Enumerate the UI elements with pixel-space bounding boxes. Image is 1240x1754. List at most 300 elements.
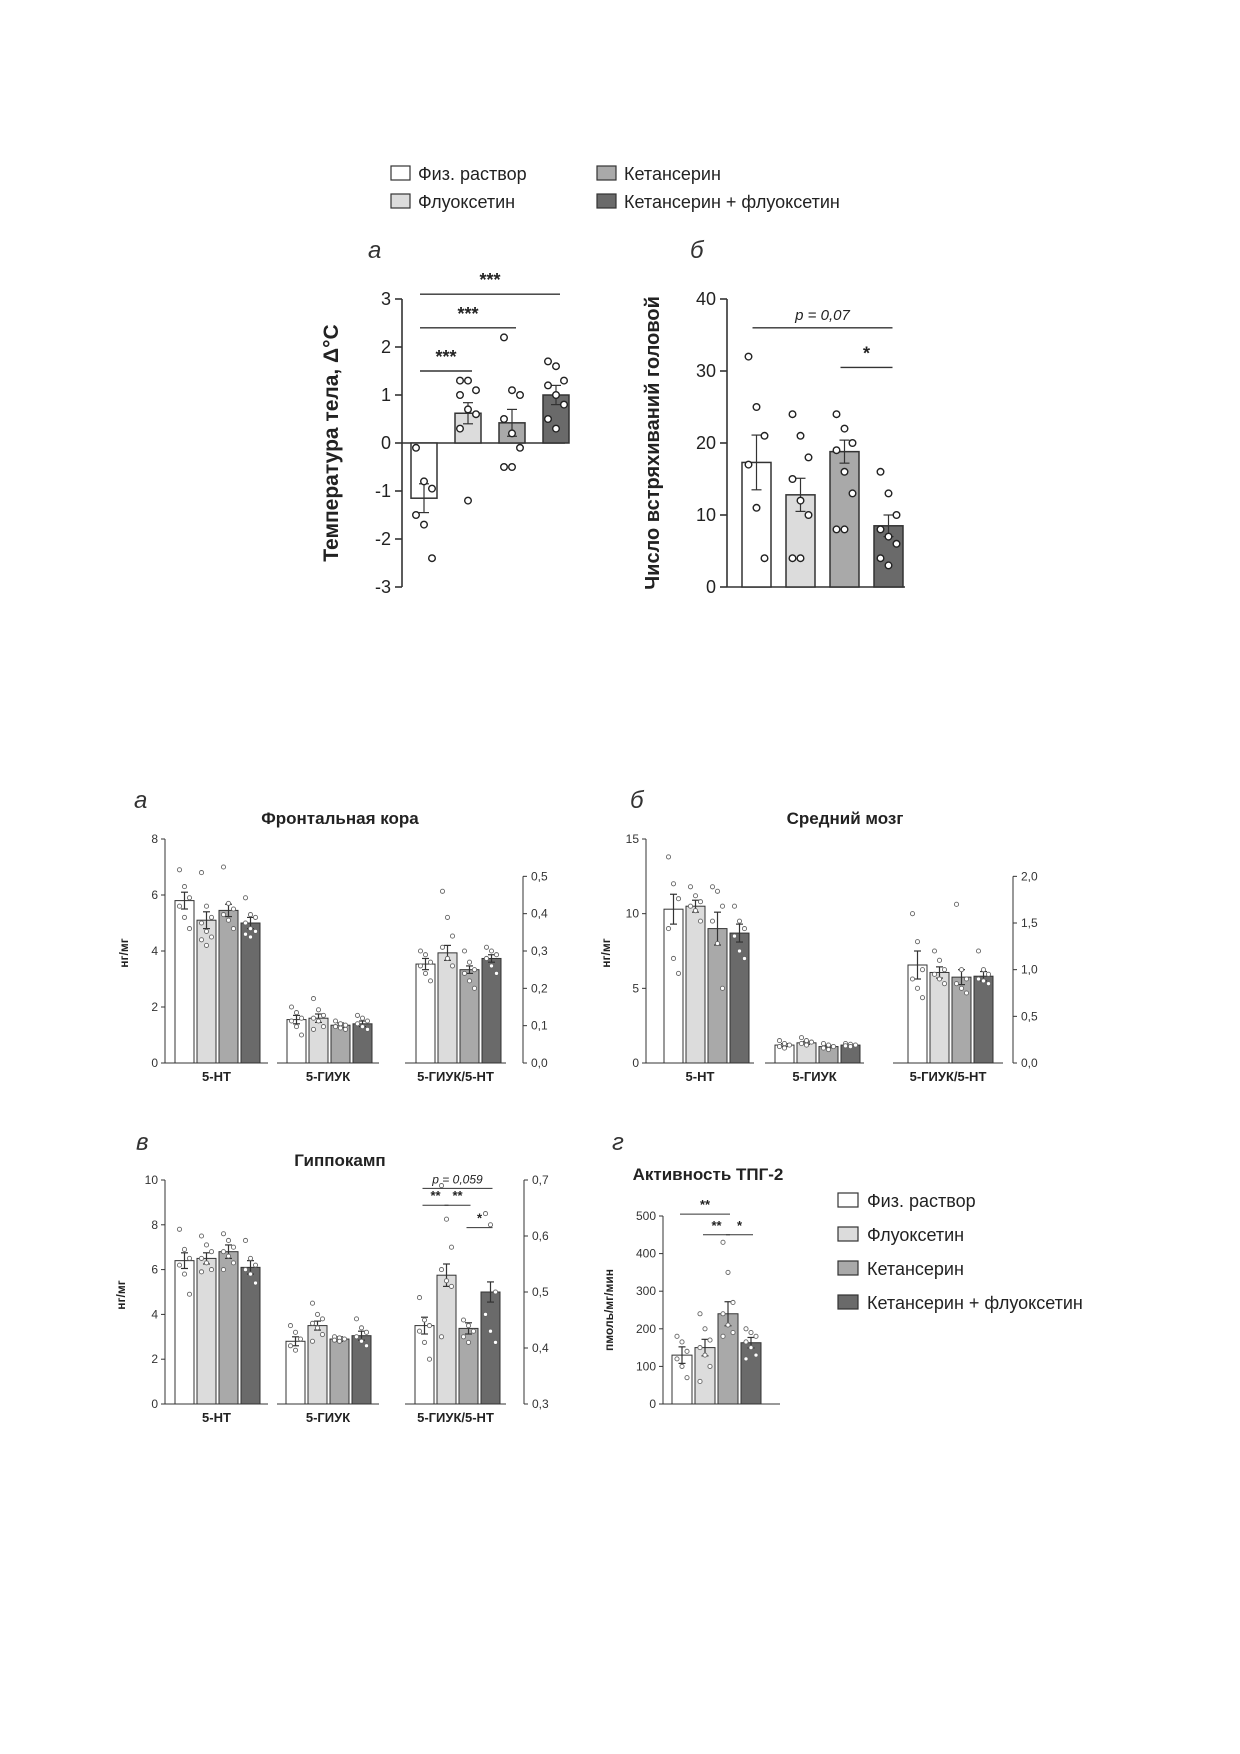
data-point bbox=[231, 1245, 235, 1249]
data-point bbox=[553, 363, 560, 370]
data-point bbox=[299, 1033, 303, 1037]
data-point bbox=[726, 1270, 730, 1274]
data-point bbox=[666, 927, 670, 931]
bar bbox=[459, 1328, 478, 1404]
bar bbox=[415, 1326, 434, 1404]
data-point bbox=[848, 1044, 852, 1048]
data-point bbox=[343, 1023, 347, 1027]
y-tick-label: -1 bbox=[374, 481, 391, 501]
data-point bbox=[671, 882, 675, 886]
legend-swatch-fluoxetine bbox=[391, 194, 410, 208]
y-tick-label: 0 bbox=[705, 577, 716, 597]
data-point bbox=[782, 1041, 786, 1045]
data-point bbox=[243, 932, 247, 936]
data-point bbox=[177, 1227, 181, 1231]
legend-label-fluoxetine: Флуоксетин bbox=[418, 192, 516, 212]
data-point bbox=[932, 972, 936, 976]
data-point bbox=[915, 940, 919, 944]
data-point bbox=[462, 949, 466, 953]
data-point bbox=[359, 1339, 363, 1343]
data-point bbox=[942, 982, 946, 986]
data-point bbox=[893, 512, 900, 519]
data-point bbox=[976, 977, 980, 981]
y-tick-label: 100 bbox=[635, 1359, 656, 1374]
y2-tick-label: 0,5 bbox=[531, 869, 548, 884]
data-point bbox=[920, 968, 924, 972]
y2-tick-label: 0,3 bbox=[531, 944, 548, 958]
data-point bbox=[243, 921, 247, 925]
data-point bbox=[316, 1008, 320, 1012]
data-point bbox=[422, 1318, 426, 1322]
chart-title: Средний мозг bbox=[786, 809, 904, 828]
data-point bbox=[439, 1335, 443, 1339]
data-point bbox=[187, 1256, 191, 1260]
data-point bbox=[248, 1272, 252, 1276]
significance-label: *** bbox=[457, 303, 479, 324]
data-point bbox=[787, 1043, 791, 1047]
data-point bbox=[199, 921, 203, 925]
data-point bbox=[885, 562, 892, 569]
bar bbox=[330, 1339, 349, 1404]
legend-label-ketanserin: Кетансерин bbox=[624, 164, 721, 184]
data-point bbox=[920, 996, 924, 1000]
data-point bbox=[204, 1261, 208, 1265]
data-point bbox=[826, 1043, 830, 1047]
data-point bbox=[248, 1256, 252, 1260]
bar bbox=[974, 976, 993, 1063]
data-point bbox=[693, 909, 697, 913]
data-point bbox=[484, 945, 488, 949]
y-tick-label: 8 bbox=[151, 1217, 158, 1232]
data-point bbox=[777, 1039, 781, 1043]
data-point bbox=[365, 1027, 369, 1031]
data-point bbox=[841, 469, 848, 476]
y2-tick-label: 1,0 bbox=[1021, 962, 1038, 977]
y-axis-label: Число встряхиваний головой bbox=[642, 296, 664, 590]
y-tick-label: 0 bbox=[380, 433, 391, 453]
data-point bbox=[423, 971, 427, 975]
data-point bbox=[427, 1357, 431, 1361]
y-axis-label: нг/мг bbox=[117, 938, 131, 968]
data-point bbox=[253, 915, 257, 919]
data-point bbox=[561, 401, 568, 408]
data-point bbox=[501, 464, 508, 471]
data-point bbox=[288, 1344, 292, 1348]
data-point bbox=[221, 913, 225, 917]
y2-tick-label: 0,1 bbox=[531, 1018, 548, 1033]
data-point bbox=[360, 1016, 364, 1020]
data-point bbox=[199, 1270, 203, 1274]
y-tick-label: 40 bbox=[695, 289, 716, 309]
y2-tick-label: 0,0 bbox=[1021, 1056, 1038, 1070]
data-point bbox=[253, 929, 257, 933]
chart-midbrain bbox=[599, 787, 1038, 1084]
data-point bbox=[248, 927, 252, 931]
y-tick-label: 400 bbox=[635, 1246, 656, 1261]
data-point bbox=[343, 1027, 347, 1031]
data-point bbox=[450, 964, 454, 968]
legend-swatch-fluoxetine bbox=[838, 1227, 858, 1241]
data-point bbox=[221, 1250, 225, 1254]
data-point bbox=[199, 938, 203, 942]
bar bbox=[664, 909, 683, 1063]
data-point bbox=[289, 1005, 293, 1009]
data-point bbox=[710, 919, 714, 923]
y-axis-label: пмоль/мг/мин bbox=[602, 1268, 616, 1352]
data-point bbox=[742, 956, 746, 960]
data-point bbox=[731, 1330, 735, 1334]
data-point bbox=[685, 1349, 689, 1353]
data-point bbox=[797, 433, 804, 440]
y-tick-label: 10 bbox=[625, 906, 639, 921]
data-point bbox=[488, 1223, 492, 1227]
data-point bbox=[177, 868, 181, 872]
y2-tick-label: 0,4 bbox=[531, 906, 548, 921]
data-point bbox=[472, 968, 476, 972]
data-point bbox=[932, 949, 936, 953]
p-value-label: p = 0,07 bbox=[795, 306, 850, 324]
data-point bbox=[745, 353, 752, 360]
data-point bbox=[685, 1376, 689, 1380]
y2-tick-label: 0,6 bbox=[532, 1229, 549, 1243]
data-point bbox=[959, 986, 963, 990]
data-point bbox=[545, 416, 552, 423]
bar bbox=[219, 910, 238, 1063]
data-point bbox=[981, 968, 985, 972]
data-point bbox=[715, 941, 719, 945]
data-point bbox=[449, 1284, 453, 1288]
data-point bbox=[444, 1217, 448, 1221]
x-category-label: 5-ГИУК/5-НТ bbox=[417, 1069, 494, 1084]
data-point bbox=[799, 1041, 803, 1045]
data-point bbox=[698, 900, 702, 904]
significance-label: * bbox=[736, 1217, 743, 1233]
data-point bbox=[789, 555, 796, 562]
data-point bbox=[799, 1036, 803, 1040]
chart-title: Активность ТПГ-2 bbox=[632, 1165, 784, 1184]
bar bbox=[437, 1275, 456, 1404]
y-tick-label: 0 bbox=[632, 1056, 639, 1070]
chart-title: Фронтальная кора bbox=[261, 809, 419, 828]
data-point bbox=[954, 902, 958, 906]
data-point bbox=[423, 953, 427, 957]
y-tick-label: 300 bbox=[635, 1284, 656, 1299]
data-point bbox=[310, 1321, 314, 1325]
data-point bbox=[199, 1234, 203, 1238]
data-point bbox=[364, 1330, 368, 1334]
data-point bbox=[483, 1312, 487, 1316]
data-point bbox=[732, 904, 736, 908]
legend-swatch-ketanserin bbox=[597, 166, 616, 180]
data-point bbox=[804, 1043, 808, 1047]
data-point bbox=[311, 1016, 315, 1020]
data-point bbox=[355, 1013, 359, 1017]
data-point bbox=[721, 1312, 725, 1316]
data-point bbox=[321, 1013, 325, 1017]
data-point bbox=[761, 555, 768, 562]
data-point bbox=[833, 447, 840, 454]
data-point bbox=[427, 1324, 431, 1328]
y-tick-label: 20 bbox=[695, 433, 716, 453]
data-point bbox=[744, 1340, 748, 1344]
x-category-label: 5-ГИУК/5-НТ bbox=[417, 1410, 494, 1425]
data-point bbox=[421, 478, 428, 485]
bar bbox=[930, 972, 949, 1063]
data-point bbox=[877, 555, 884, 562]
data-point bbox=[753, 404, 760, 411]
data-point bbox=[545, 382, 552, 389]
y2-tick-label: 0,7 bbox=[532, 1173, 549, 1187]
data-point bbox=[698, 1346, 702, 1350]
data-point bbox=[199, 1256, 203, 1260]
data-point bbox=[209, 935, 213, 939]
panel-letter: а bbox=[368, 237, 382, 264]
data-point bbox=[243, 1268, 247, 1272]
significance-label: ** bbox=[452, 1188, 463, 1204]
data-point bbox=[311, 997, 315, 1001]
data-point bbox=[473, 387, 480, 394]
data-point bbox=[417, 1329, 421, 1333]
y-axis-label: нг/мг bbox=[114, 1280, 128, 1310]
data-point bbox=[440, 889, 444, 893]
bar bbox=[741, 1343, 761, 1404]
data-point bbox=[226, 901, 230, 905]
data-point bbox=[428, 979, 432, 983]
data-point bbox=[413, 445, 420, 452]
data-point bbox=[910, 977, 914, 981]
data-point bbox=[253, 1281, 257, 1285]
data-point bbox=[489, 949, 493, 953]
data-point bbox=[964, 991, 968, 995]
data-point bbox=[316, 1019, 320, 1023]
data-point bbox=[231, 1261, 235, 1265]
data-point bbox=[703, 1327, 707, 1331]
y-tick-label: 4 bbox=[151, 944, 158, 958]
data-point bbox=[698, 1379, 702, 1383]
chart-hippocampus bbox=[114, 1129, 549, 1425]
data-point bbox=[355, 1022, 359, 1026]
data-point bbox=[509, 430, 516, 437]
data-point bbox=[843, 1044, 847, 1048]
bar bbox=[686, 906, 705, 1063]
bar bbox=[197, 1258, 216, 1404]
data-point bbox=[561, 377, 568, 384]
data-point bbox=[826, 1047, 830, 1051]
data-point bbox=[688, 904, 692, 908]
y2-tick-label: 2,0 bbox=[1021, 869, 1038, 884]
data-point bbox=[493, 1340, 497, 1344]
data-point bbox=[294, 1025, 298, 1029]
x-category-label: 5-НТ bbox=[202, 1410, 231, 1425]
y-tick-label: 15 bbox=[625, 832, 639, 846]
data-point bbox=[976, 949, 980, 953]
data-point bbox=[298, 1337, 302, 1341]
data-point bbox=[182, 915, 186, 919]
data-point bbox=[693, 894, 697, 898]
bar bbox=[416, 964, 435, 1063]
data-point bbox=[484, 956, 488, 960]
data-point bbox=[473, 411, 480, 418]
chart-frontal-cortex bbox=[117, 787, 548, 1084]
data-point bbox=[418, 949, 422, 953]
data-point bbox=[221, 1268, 225, 1272]
y-tick-label: 8 bbox=[151, 832, 158, 846]
data-point bbox=[457, 392, 464, 399]
data-point bbox=[494, 971, 498, 975]
y2-tick-label: 0,0 bbox=[531, 1056, 548, 1070]
data-point bbox=[466, 1324, 470, 1328]
y-tick-label: 30 bbox=[695, 361, 716, 381]
data-point bbox=[471, 1329, 475, 1333]
data-point bbox=[666, 855, 670, 859]
data-point bbox=[744, 1327, 748, 1331]
data-point bbox=[942, 968, 946, 972]
data-point bbox=[715, 889, 719, 893]
data-point bbox=[421, 521, 428, 528]
y-tick-label: 6 bbox=[151, 1262, 158, 1277]
data-point bbox=[360, 1025, 364, 1029]
data-point bbox=[204, 1243, 208, 1247]
data-point bbox=[501, 334, 508, 341]
data-point bbox=[959, 968, 963, 972]
data-point bbox=[553, 425, 560, 432]
y2-tick-label: 0,4 bbox=[532, 1341, 549, 1355]
data-point bbox=[877, 526, 884, 533]
data-point bbox=[187, 896, 191, 900]
data-point bbox=[243, 1238, 247, 1242]
data-point bbox=[199, 871, 203, 875]
data-point bbox=[720, 986, 724, 990]
data-point bbox=[954, 982, 958, 986]
data-point bbox=[332, 1338, 336, 1342]
data-point bbox=[310, 1301, 314, 1305]
bar bbox=[438, 953, 457, 1063]
data-point bbox=[849, 440, 856, 447]
data-point bbox=[964, 977, 968, 981]
data-point bbox=[428, 960, 432, 964]
data-point bbox=[754, 1334, 758, 1338]
legend-swatch-ketanserin-fluoxetine bbox=[597, 194, 616, 208]
data-point bbox=[333, 1025, 337, 1029]
data-point bbox=[209, 915, 213, 919]
panel-letter: б bbox=[690, 237, 704, 264]
bar bbox=[219, 1252, 238, 1404]
y-tick-label: 2 bbox=[380, 337, 391, 357]
x-category-label: 5-ГИУК bbox=[305, 1069, 351, 1084]
data-point bbox=[321, 1025, 325, 1029]
data-point bbox=[749, 1330, 753, 1334]
data-point bbox=[288, 1324, 292, 1328]
chart-title: Гиппокамп bbox=[294, 1151, 386, 1170]
data-point bbox=[204, 904, 208, 908]
significance-label: ** bbox=[699, 1197, 711, 1213]
legend-label-saline: Физ. раствор bbox=[418, 164, 527, 184]
data-point bbox=[493, 1290, 497, 1294]
data-point bbox=[744, 1357, 748, 1361]
data-point bbox=[517, 392, 524, 399]
data-point bbox=[320, 1317, 324, 1321]
data-point bbox=[885, 490, 892, 497]
data-point bbox=[465, 406, 472, 413]
legend-label-saline: Физ. раствор bbox=[867, 1191, 976, 1211]
data-point bbox=[182, 1272, 186, 1276]
data-point bbox=[675, 1334, 679, 1338]
data-point bbox=[320, 1332, 324, 1336]
bar bbox=[241, 923, 260, 1063]
significance-label: * bbox=[862, 343, 871, 364]
data-point bbox=[465, 377, 472, 384]
data-point bbox=[462, 971, 466, 975]
chart-head-twitches bbox=[642, 237, 905, 597]
data-point bbox=[981, 979, 985, 983]
y-tick-label: -2 bbox=[374, 529, 391, 549]
y-tick-label: 500 bbox=[635, 1209, 656, 1223]
data-point bbox=[429, 555, 436, 562]
data-point bbox=[417, 1296, 421, 1300]
data-point bbox=[937, 958, 941, 962]
data-point bbox=[315, 1312, 319, 1316]
y-axis-label: нг/мг bbox=[599, 938, 613, 968]
data-point bbox=[364, 1344, 368, 1348]
data-point bbox=[177, 1263, 181, 1267]
data-point bbox=[444, 1279, 448, 1283]
data-point bbox=[461, 1318, 465, 1322]
panel-letter: а bbox=[134, 787, 148, 814]
data-point bbox=[293, 1330, 297, 1334]
data-point bbox=[187, 1292, 191, 1296]
data-point bbox=[457, 377, 464, 384]
y-tick-label: 0 bbox=[151, 1397, 158, 1411]
legend-swatch-ketanserin-fluoxetine bbox=[838, 1295, 858, 1309]
data-point bbox=[545, 358, 552, 365]
data-point bbox=[209, 1268, 213, 1272]
data-point bbox=[509, 387, 516, 394]
data-point bbox=[761, 433, 768, 440]
bar bbox=[460, 970, 479, 1063]
data-point bbox=[338, 1022, 342, 1026]
y-axis-label: Температура тела, Δ°C bbox=[320, 324, 343, 562]
legend-label-ketanserin-fluoxetine: Кетансерин + флуоксетин bbox=[624, 192, 840, 212]
y-tick-label: 5 bbox=[632, 981, 639, 996]
y2-tick-label: 0,2 bbox=[531, 981, 548, 996]
bar bbox=[708, 929, 727, 1063]
legend-top bbox=[391, 164, 840, 212]
data-point bbox=[915, 986, 919, 990]
data-point bbox=[753, 505, 760, 512]
data-point bbox=[231, 927, 235, 931]
bar bbox=[175, 901, 194, 1063]
data-point bbox=[676, 897, 680, 901]
data-point bbox=[182, 1247, 186, 1251]
y2-tick-label: 1,5 bbox=[1021, 916, 1038, 930]
data-point bbox=[472, 986, 476, 990]
data-point bbox=[831, 1044, 835, 1048]
x-category-label: 5-ГИУК bbox=[792, 1069, 837, 1084]
data-point bbox=[986, 972, 990, 976]
y-tick-label: 2 bbox=[151, 1000, 158, 1014]
data-point bbox=[413, 512, 420, 519]
data-point bbox=[754, 1353, 758, 1357]
data-point bbox=[737, 919, 741, 923]
data-point bbox=[204, 929, 208, 933]
legend-label-fluoxetine: Флуоксетин bbox=[867, 1225, 965, 1245]
data-point bbox=[333, 1019, 337, 1023]
data-point bbox=[698, 919, 702, 923]
data-point bbox=[893, 541, 900, 548]
data-point bbox=[365, 1019, 369, 1023]
x-category-label: 5-НТ bbox=[685, 1069, 715, 1084]
data-point bbox=[745, 461, 752, 468]
